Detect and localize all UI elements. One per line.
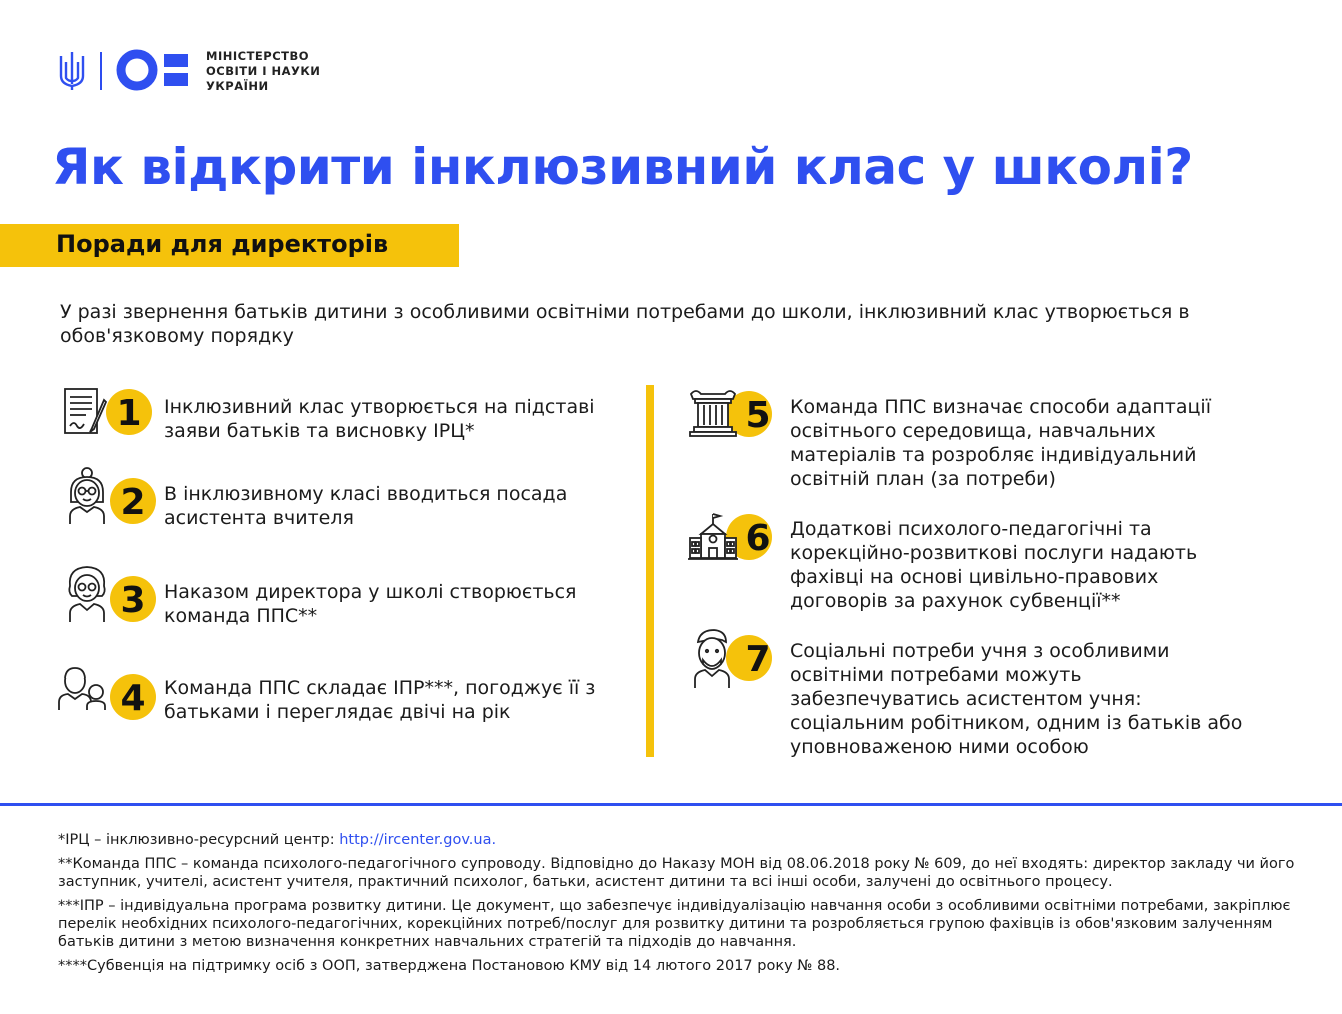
- step-number: 3: [120, 580, 146, 621]
- footnote-1: [58, 831, 1298, 849]
- step-number: 4: [120, 678, 146, 719]
- column-divider: [646, 385, 654, 757]
- trident-emblem-icon: [58, 50, 86, 92]
- page-title: Як відкрити інклюзивний клас у школі?: [52, 138, 1193, 196]
- footnote-4: ****Субвенція на підтримку осіб з ООП, затверджена Постановою КМУ від 14 лютого 2017 року № 88.: [58, 958, 841, 974]
- ministry-name-line3: УКРАЇНИ: [206, 79, 269, 93]
- director-woman-icon: [62, 562, 112, 624]
- ircenter-link[interactable]: http://ircenter.gov.ua.: [339, 832, 497, 848]
- school-building-icon: [688, 512, 738, 564]
- column-icon: [688, 386, 738, 438]
- footer-divider: [0, 803, 1342, 806]
- footnote-3: ***ІПР – індивідуальна програма розвитку дитини. Це документ, що забезпечує індивідуалізацію навчання особи з особливими освітніми потребами, закріплює перелік необхідних психолого-педагогічних, корекційних потреб/послуг для розвитку дитини та розробляється групою фахівців із обов'язковим залученням батьків дитини з метою визначення конкретних навчальних стратегій та підходів до навчання.: [58, 898, 1291, 950]
- social-worker-icon: [688, 626, 738, 692]
- footnote-1-text: *ІРЦ – інклюзивно-ресурсний центр:: [58, 832, 340, 848]
- step-text: Команда ППС складає ІПР***, погоджує її з батьками і переглядає двічі на рік: [164, 677, 596, 723]
- logo-divider: [100, 52, 102, 90]
- step-text: Наказом директора у школі створюється команда ППС**: [164, 581, 577, 627]
- ministry-name: [206, 49, 320, 94]
- step-number: 6: [745, 518, 771, 559]
- subtitle: Поради для директорів: [56, 230, 389, 258]
- intro-text: У разі звернення батьків дитини з особливими освітніми потребами до школи, інклюзивний клас утворюється в обов'язковому порядку: [60, 301, 1190, 347]
- step-number: 5: [745, 395, 771, 436]
- step-text: Соціальні потреби учня з особливими освітніми потребами можуть забезпечуватись асистентом учня: соціальним робітником, одним із батьків або уповноваженою ними особою: [790, 640, 1243, 758]
- teacher-woman-icon: [62, 466, 112, 526]
- footnote-2: **Команда ППС – команда психолого-педагогічного супроводу. Відповідно до Наказу МОН від 08.06.2018 року № 609, до неї входять: директор закладу чи його заступник, учителі, асистент учителя, практичний психолог, батьки, асистент дитини та всі інші особи, залучені до освітнього процесу.: [58, 856, 1295, 890]
- ministry-logo-icon: [116, 49, 192, 91]
- step-number: 2: [120, 482, 146, 523]
- ministry-name-line1: МІНІСТЕРСТВО: [206, 49, 310, 63]
- step-text: Додаткові психолого-педагогічні та корекційно-розвиткові послуги надають фахівці на основі цивільно-правових договорів за рахунок субвенції**: [790, 518, 1198, 612]
- step-text: Інклюзивний клас утворюється на підставі заяви батьків та висновку ІРЦ*: [164, 396, 595, 442]
- parent-child-icon: [58, 664, 108, 716]
- document-signing-icon: [62, 386, 112, 438]
- step-text: Команда ППС визначає способи адаптації освітнього середовища, навчальних матеріалів та розробляє індивідуальний освітній план (за потреби): [790, 396, 1211, 490]
- step-text: В інклюзивному класі вводиться посада асистента вчителя: [164, 483, 568, 529]
- ministry-name-line2: ОСВІТИ І НАУКИ: [206, 64, 321, 78]
- step-number: 1: [116, 393, 142, 434]
- step-number: 7: [745, 639, 771, 680]
